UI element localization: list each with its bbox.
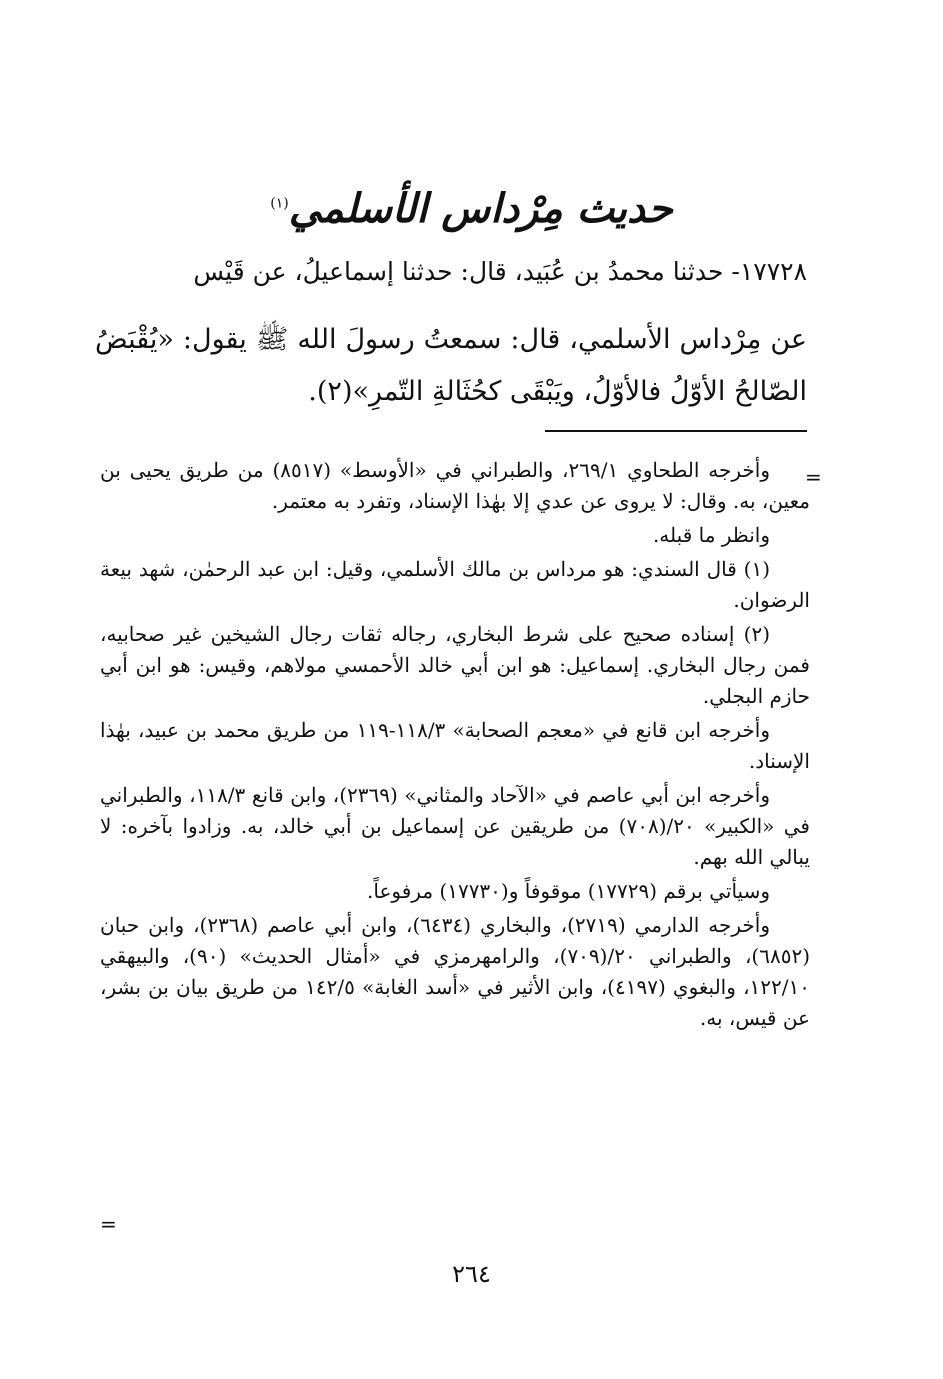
footnote-paragraph: وأخرجه الطحاوي ٢٦٩/١، والطبراني في «الأوسط» (٨٥١٧) من طريق يحيى بن معين، به. وقال: لا يروى عن عدي إلا بهٰذا الإسناد، وتفرد به معتمر. bbox=[100, 458, 810, 513]
footnotes bbox=[100, 455, 810, 1037]
title-footnote-marker: (١) bbox=[270, 195, 289, 212]
continuation-mark-top: = bbox=[805, 465, 822, 489]
hadith-line-2: عن مِرْداس الأسلمي، قال: سمعتُ رسولَ الله ﷺ يقول: «يُقْبَضُ الصّالحُ الأوّلُ فالأوّلُ، ويَبْقَى كحُثَالةِ التّمرِ»(٢). bbox=[95, 324, 807, 407]
footnote-paragraph: وسيأتي برقم (١٧٧٢٩) موقوفاً و(١٧٧٣٠) مرفوعاً. bbox=[367, 879, 770, 903]
footnote-1: (١) قال السندي: هو مرداس بن مالك الأسلمي، وقيل: ابن عبد الرحمٰن، شهد بيعة الرضوان. bbox=[100, 557, 810, 612]
hadith-matn bbox=[95, 314, 807, 418]
chapter-heading bbox=[0, 178, 943, 238]
chapter-title bbox=[270, 185, 672, 232]
footnote-paragraph: وانظر ما قبله. bbox=[652, 523, 770, 547]
hadith-isnad bbox=[95, 250, 807, 294]
footnote-separator bbox=[545, 430, 807, 432]
footnote-paragraph: وأخرجه الدارمي (٢٧١٩)، والبخاري (٦٤٣٤)، وابن أبي عاصم (٢٣٦٨)، وابن حبان (٦٨٥٢)، والطبراني ٢٠/(٧٠٩)، والرامهرمزي في «أمثال الحديث» (٩٠)، والبيهقي ١٢٢/١٠، والبغوي (٤١٩٧)، وابن الأثير في «أسد الغابة» ١٤٢/٥ من طريق بيان بن بشر، عن قيس، به. bbox=[100, 913, 811, 1030]
page-number: ٢٦٤ bbox=[452, 1260, 491, 1288]
footnote-2: (٢) إسناده صحيح على شرط البخاري، رجاله ثقات رجال الشيخين غير صحابيه، فمن رجال البخاري. إسماعيل: هو ابن أبي خالد الأحمسي مولاهم، وقيس: هو ابن أبي حازم البجلي. bbox=[100, 622, 810, 708]
footnote-paragraph: وأخرجه ابن أبي عاصم في «الآحاد والمثاني» (٢٣٦٩)، وابن قانع ١١٨/٣، والطبراني في «الكبير» ٢٠/(٧٠٨) من طريقين عن إسماعيل بن أبي خالد، به. وزادوا بآخره: لا يبالي الله بهم. bbox=[100, 783, 810, 869]
hadith-line-1: ١٧٧٢٨- حدثنا محمدُ بن عُبَيد، قال: حدثنا إسماعيلُ، عن قَيْس bbox=[193, 257, 807, 286]
chapter-title-text: حديث مِرْداس الأسلمي bbox=[288, 184, 673, 232]
continuation-mark-bottom: = bbox=[100, 1212, 117, 1236]
footnote-paragraph: وأخرجه ابن قانع في «معجم الصحابة» ١١٨/٣-١١٩ من طريق محمد بن عبيد، بهٰذا الإسناد. bbox=[100, 718, 810, 773]
